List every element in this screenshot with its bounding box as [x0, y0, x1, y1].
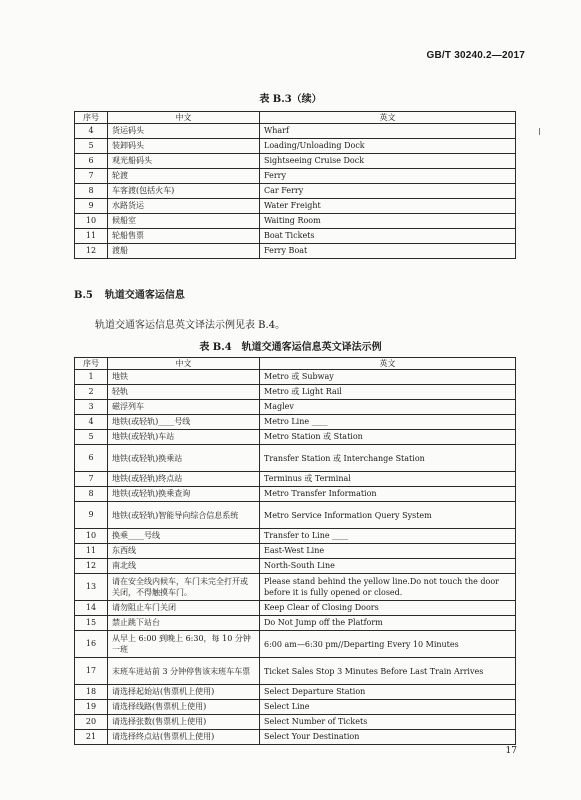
english-cell: Select Your Destination [260, 730, 516, 745]
english-cell: North-South Line [260, 559, 516, 574]
row-number-cell: 4 [75, 415, 108, 430]
chinese-cell: 南北线 [108, 559, 260, 574]
english-cell: Loading/Unloading Dock [260, 139, 516, 154]
table-row [75, 415, 516, 430]
table-row [75, 559, 516, 574]
table-row [75, 199, 516, 214]
row-number-cell: 8 [75, 184, 108, 199]
row-number-cell: 10 [75, 214, 108, 229]
table-b4-caption: 表 B.4 轨道交通客运信息英文译法示例 [199, 342, 382, 353]
chinese-cell: 水路货运 [108, 199, 260, 214]
row-number-cell: 17 [75, 658, 108, 685]
english-cell: Metro 或 Light Rail [260, 385, 516, 400]
english-cell: Metro Service Information Query System [260, 502, 516, 529]
row-number-cell: 9 [75, 199, 108, 214]
section-title: 轨道交通客运信息 [104, 290, 185, 301]
english-cell: Sightseeing Cruise Dock [260, 154, 516, 169]
row-number-cell: 14 [75, 601, 108, 616]
table-row [75, 472, 516, 487]
chinese-cell: 末班车进站前 3 分钟停售该末班车车票 [108, 658, 260, 685]
english-cell: Transfer Station 或 Interchange Station [260, 445, 516, 472]
english-cell: Water Freight [260, 199, 516, 214]
english-cell: Ferry [260, 169, 516, 184]
table-row [75, 574, 516, 601]
english-cell: Keep Clear of Closing Doors [260, 601, 516, 616]
table-row [75, 400, 516, 415]
table-header-row [75, 358, 516, 370]
chinese-cell: 观光船码头 [108, 154, 260, 169]
row-number-cell: 20 [75, 715, 108, 730]
row-number-cell: 12 [75, 559, 108, 574]
row-number-cell: 4 [75, 124, 108, 139]
table-row [75, 124, 516, 139]
table-row [75, 244, 516, 259]
table-row [75, 430, 516, 445]
chinese-cell: 轮船售票 [108, 229, 260, 244]
table-row [75, 730, 516, 745]
english-cell: 6:00 am—6:30 pm//Departing Every 10 Minutes [260, 631, 516, 658]
chinese-cell: 请选择线路(售票机上使用) [108, 700, 260, 715]
row-number-cell: 11 [75, 544, 108, 559]
english-cell: Metro Station 或 Station [260, 430, 516, 445]
english-cell: East-West Line [260, 544, 516, 559]
english-cell: Metro Transfer Information [260, 487, 516, 502]
row-number-cell: 9 [75, 502, 108, 529]
chinese-cell: 地铁(或轻轨)换乘站 [108, 445, 260, 472]
row-number-cell: 2 [75, 385, 108, 400]
english-cell: Do Not Jump off the Platform [260, 616, 516, 631]
chinese-cell: 禁止跳下站台 [108, 616, 260, 631]
table-b3-caption: 表 B.3（续） [259, 94, 322, 105]
column-header: 序号 [75, 112, 108, 124]
chinese-cell: 请选择张数(售票机上使用) [108, 715, 260, 730]
english-cell: Boat Tickets [260, 229, 516, 244]
row-number-cell: 5 [75, 430, 108, 445]
row-number-cell: 16 [75, 631, 108, 658]
column-header: 中文 [108, 358, 260, 370]
table-row [75, 529, 516, 544]
row-number-cell: 13 [75, 574, 108, 601]
table-row [75, 229, 516, 244]
table-row [75, 214, 516, 229]
row-number-cell: 6 [75, 445, 108, 472]
english-cell: Transfer to Line ____ [260, 529, 516, 544]
chinese-cell: 东西线 [108, 544, 260, 559]
chinese-cell: 货运码头 [108, 124, 260, 139]
chinese-cell: 请勿阻止车门关闭 [108, 601, 260, 616]
table-row [75, 139, 516, 154]
chinese-cell: 装卸码头 [108, 139, 260, 154]
row-number-cell: 11 [75, 229, 108, 244]
column-header: 英文 [260, 112, 516, 124]
table-row [75, 715, 516, 730]
table-row [75, 544, 516, 559]
table-row [75, 631, 516, 658]
standard-code: GB/T 30240.2—2017 [426, 50, 525, 61]
chinese-cell: 地铁(或轻轨)车站 [108, 430, 260, 445]
table-row [75, 184, 516, 199]
row-number-cell: 1 [75, 370, 108, 385]
table-row [75, 445, 516, 472]
row-number-cell: 18 [75, 685, 108, 700]
table-header-row [75, 112, 516, 124]
row-number-cell: 8 [75, 487, 108, 502]
column-header: 序号 [75, 358, 108, 370]
table-row [75, 502, 516, 529]
column-header: 英文 [260, 358, 516, 370]
margin-mark [539, 128, 540, 135]
english-cell: Wharf [260, 124, 516, 139]
table-row [75, 385, 516, 400]
table-row [75, 616, 516, 631]
section-heading [74, 286, 185, 301]
row-number-cell: 21 [75, 730, 108, 745]
table-row [75, 154, 516, 169]
chinese-cell: 请在安全线内候车，车门未完全打开或关闭，不得触摸车门。 [108, 574, 260, 601]
row-number-cell: 19 [75, 700, 108, 715]
chinese-cell: 地铁(或轻轨)换乘查询 [108, 487, 260, 502]
column-header: 中文 [108, 112, 260, 124]
chinese-cell: 地铁(或轻轨)____号线 [108, 415, 260, 430]
english-cell: Please stand behind the yellow line.Do not touch the door before it is fully opened or closed. [260, 574, 516, 601]
english-cell: Select Departure Station [260, 685, 516, 700]
table-row [75, 487, 516, 502]
row-number-cell: 15 [75, 616, 108, 631]
section-number: B.5 [74, 290, 93, 301]
chinese-cell: 渡船 [108, 244, 260, 259]
chinese-cell: 候船室 [108, 214, 260, 229]
table-row [75, 658, 516, 685]
english-cell: Ticket Sales Stop 3 Minutes Before Last Train Arrives [260, 658, 516, 685]
english-cell: Select Line [260, 700, 516, 715]
chinese-cell: 轻轨 [108, 385, 260, 400]
page-number: 17 [505, 746, 517, 756]
row-number-cell: 7 [75, 169, 108, 184]
table-row [75, 169, 516, 184]
chinese-cell: 地铁(或轻轨)智能导向综合信息系统 [108, 502, 260, 529]
chinese-cell: 车客渡(包括火车) [108, 184, 260, 199]
english-cell: Metro Line ____ [260, 415, 516, 430]
table-row [75, 685, 516, 700]
chinese-cell: 从早上 6:00 到晚上 6:30，每 10 分钟一班 [108, 631, 260, 658]
row-number-cell: 10 [75, 529, 108, 544]
table-row [75, 601, 516, 616]
table-row [75, 700, 516, 715]
english-cell: Metro 或 Subway [260, 370, 516, 385]
table-b4 [74, 357, 516, 745]
table-row [75, 370, 516, 385]
section-intro: 轨道交通客运信息英文译法示例见表 B.4。 [95, 320, 286, 331]
chinese-cell: 磁浮列车 [108, 400, 260, 415]
row-number-cell: 5 [75, 139, 108, 154]
row-number-cell: 3 [75, 400, 108, 415]
english-cell: Maglev [260, 400, 516, 415]
chinese-cell: 请选择终点站(售票机上使用) [108, 730, 260, 745]
chinese-cell: 换乘____号线 [108, 529, 260, 544]
english-cell: Ferry Boat [260, 244, 516, 259]
chinese-cell: 请选择起始站(售票机上使用) [108, 685, 260, 700]
table-b3 [74, 111, 516, 259]
english-cell: Select Number of Tickets [260, 715, 516, 730]
english-cell: Car Ferry [260, 184, 516, 199]
row-number-cell: 12 [75, 244, 108, 259]
row-number-cell: 7 [75, 472, 108, 487]
english-cell: Terminus 或 Terminal [260, 472, 516, 487]
chinese-cell: 地铁 [108, 370, 260, 385]
chinese-cell: 地铁(或轻轨)终点站 [108, 472, 260, 487]
english-cell: Waiting Room [260, 214, 516, 229]
chinese-cell: 轮渡 [108, 169, 260, 184]
row-number-cell: 6 [75, 154, 108, 169]
